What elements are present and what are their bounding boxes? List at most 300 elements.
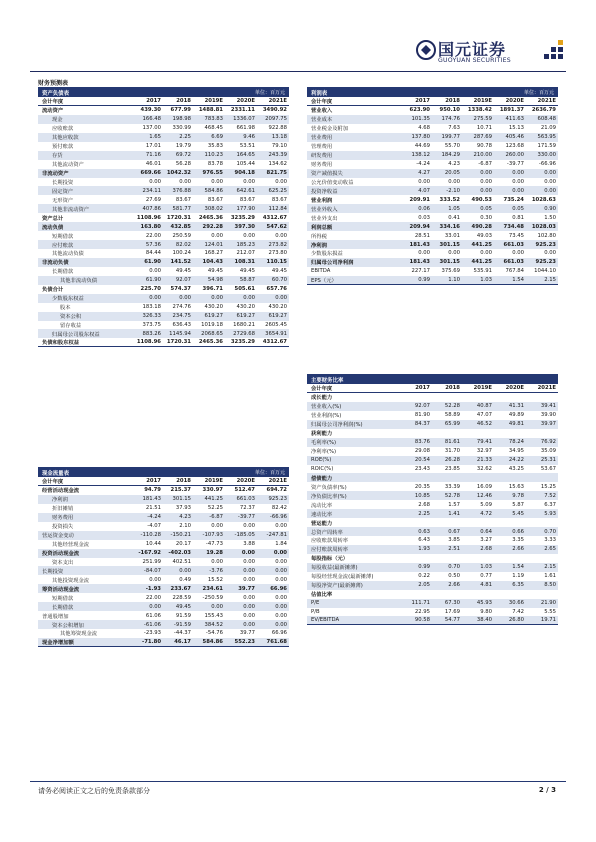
table-row bbox=[38, 629, 289, 638]
row-value: -107.93 bbox=[202, 532, 223, 539]
table-row bbox=[38, 142, 289, 151]
row-value: 6.35 bbox=[512, 582, 524, 589]
row-label: 存货 bbox=[52, 153, 63, 160]
row-value: 13.18 bbox=[271, 134, 287, 141]
row-value: 35.09 bbox=[540, 448, 556, 455]
row-value: 138.12 bbox=[411, 152, 430, 159]
row-value: 301.15 bbox=[439, 259, 460, 266]
row-value: 0.00 bbox=[211, 603, 223, 610]
row-value: 49.45 bbox=[175, 603, 191, 610]
row-value: 54.98 bbox=[207, 277, 223, 284]
row-value: 177.90 bbox=[236, 205, 255, 212]
row-value: 512.47 bbox=[234, 487, 255, 494]
table-row bbox=[38, 593, 289, 602]
balance-sheet-table bbox=[38, 87, 289, 347]
row-value: 0.00 bbox=[211, 232, 223, 239]
row-value: 397.30 bbox=[234, 223, 255, 230]
table-row bbox=[38, 338, 289, 347]
row-value: 661.03 bbox=[503, 259, 524, 266]
row-value: 0.00 bbox=[149, 178, 161, 185]
row-label: 营运资金变动 bbox=[42, 533, 74, 540]
row-value: -54.76 bbox=[205, 630, 223, 637]
table-unit: 单位：百万元 bbox=[254, 90, 285, 96]
row-label: 净利率(%) bbox=[311, 449, 337, 456]
row-value: 2.66 bbox=[512, 546, 524, 553]
table-row bbox=[307, 249, 558, 258]
table-row bbox=[38, 602, 289, 611]
row-value: 7.52 bbox=[544, 492, 556, 499]
row-label: 所得税 bbox=[311, 233, 327, 240]
row-value: 124.01 bbox=[204, 241, 223, 248]
column-header: 2021E bbox=[268, 477, 287, 484]
row-label: EV/EBITDA bbox=[311, 617, 340, 624]
row-value: 384.52 bbox=[204, 621, 223, 628]
row-value: 22.00 bbox=[145, 594, 161, 601]
table-row bbox=[307, 527, 558, 536]
row-value: 430.20 bbox=[204, 304, 223, 311]
table-row bbox=[38, 258, 289, 267]
row-value: 0.00 bbox=[211, 523, 223, 530]
row-value: 439.30 bbox=[140, 107, 161, 114]
row-value: 0.00 bbox=[448, 178, 460, 185]
table-row bbox=[307, 536, 558, 545]
row-value: 2097.75 bbox=[265, 116, 287, 123]
row-value: 23.85 bbox=[444, 465, 460, 472]
table-title: 现金流量表 bbox=[42, 471, 69, 477]
row-value: 26.80 bbox=[508, 617, 524, 624]
row-value: 17.01 bbox=[145, 143, 161, 150]
row-value: 15.52 bbox=[207, 576, 223, 583]
row-value: 904.18 bbox=[234, 170, 255, 177]
row-value: 23.43 bbox=[414, 465, 430, 472]
table-row bbox=[307, 509, 558, 518]
row-value: 273.80 bbox=[268, 250, 287, 257]
table-row bbox=[307, 500, 558, 509]
row-value: 25.31 bbox=[540, 457, 556, 464]
row-value: 821.75 bbox=[266, 170, 287, 177]
row-value: 0.77 bbox=[480, 573, 492, 580]
row-value: 3.85 bbox=[448, 537, 460, 544]
row-value: -39.77 bbox=[506, 161, 524, 168]
row-value: 3490.92 bbox=[262, 107, 287, 114]
row-value: 1488.81 bbox=[198, 107, 223, 114]
table-row bbox=[307, 393, 558, 402]
table-row bbox=[307, 213, 558, 222]
row-value: 27.69 bbox=[145, 196, 161, 203]
row-value: 49.45 bbox=[175, 268, 191, 275]
row-value: 1720.31 bbox=[166, 339, 191, 346]
row-value: -150.21 bbox=[170, 532, 191, 539]
row-label: 投资活动现金流 bbox=[42, 551, 80, 558]
row-value: 0.00 bbox=[243, 612, 255, 619]
row-value: 34.95 bbox=[508, 448, 524, 455]
row-value: 2.65 bbox=[544, 546, 556, 553]
row-value: 0.30 bbox=[480, 214, 492, 221]
row-value: 326.33 bbox=[142, 313, 161, 320]
table-row bbox=[307, 420, 558, 429]
row-value: 16.09 bbox=[476, 483, 492, 490]
table-row bbox=[307, 616, 558, 625]
row-value: 3.27 bbox=[480, 537, 492, 544]
row-value: 0.70 bbox=[448, 564, 460, 571]
table-row bbox=[307, 402, 558, 411]
row-value: 71.16 bbox=[145, 152, 161, 159]
row-label: 净利润 bbox=[52, 497, 68, 504]
doc-title: 财务预测表 bbox=[38, 80, 69, 87]
table-title: 主要财务比率 bbox=[311, 378, 344, 384]
row-value: 0.00 bbox=[179, 295, 191, 302]
row-label: 毛利率(%) bbox=[311, 440, 337, 447]
row-value: 137.00 bbox=[142, 125, 161, 132]
table-row bbox=[38, 240, 289, 249]
financial-ratios-table bbox=[307, 374, 558, 625]
row-value: 0.00 bbox=[448, 250, 460, 257]
row-label: 资产总计 bbox=[42, 215, 64, 222]
row-value: 52.78 bbox=[444, 492, 460, 499]
row-value: 2.68 bbox=[480, 546, 492, 553]
row-value: 9.80 bbox=[480, 608, 492, 615]
row-value: 1.05 bbox=[448, 205, 460, 212]
row-value: 21.33 bbox=[476, 457, 492, 464]
row-value: 287.69 bbox=[473, 134, 492, 141]
column-header: 2017 bbox=[415, 384, 430, 391]
table-header-row bbox=[307, 97, 558, 107]
row-value: 69.72 bbox=[175, 152, 191, 159]
row-label: 负债合计 bbox=[42, 287, 64, 294]
row-value: 0.00 bbox=[243, 594, 255, 601]
row-value: 168.27 bbox=[204, 250, 223, 257]
row-value: -247.81 bbox=[266, 532, 287, 539]
table-row bbox=[307, 151, 558, 160]
row-value: 251.99 bbox=[142, 558, 161, 565]
row-label: 财务费用 bbox=[311, 162, 333, 169]
row-label: 少数股东权益 bbox=[52, 296, 84, 303]
table-row bbox=[307, 258, 558, 267]
table-row bbox=[307, 240, 558, 249]
column-header: 会计年度 bbox=[42, 98, 64, 105]
column-header: 2020E bbox=[236, 477, 255, 484]
row-value: 83.67 bbox=[207, 196, 223, 203]
table-row bbox=[38, 321, 289, 330]
row-value: 0.00 bbox=[418, 250, 430, 257]
row-value: 4.72 bbox=[480, 510, 492, 517]
row-label: 资本支出 bbox=[52, 559, 74, 566]
row-label: EBITDA bbox=[311, 268, 331, 275]
row-value: 0.00 bbox=[275, 612, 287, 619]
row-value: 661.03 bbox=[236, 496, 255, 503]
row-value: -3.76 bbox=[209, 567, 223, 574]
row-value: 31.70 bbox=[444, 448, 460, 455]
row-value: 250.59 bbox=[172, 232, 191, 239]
row-value: 15.63 bbox=[508, 483, 524, 490]
row-value: 7.42 bbox=[512, 608, 524, 615]
row-value: 669.66 bbox=[140, 170, 161, 177]
row-label: 归属母公司净利润 bbox=[311, 260, 354, 267]
table-header-row bbox=[38, 477, 289, 487]
row-value: 0.00 bbox=[149, 268, 161, 275]
row-value: 15.25 bbox=[540, 483, 556, 490]
row-value: 0.66 bbox=[512, 528, 524, 535]
row-value: 402.51 bbox=[172, 558, 191, 565]
row-value: 43.25 bbox=[508, 465, 524, 472]
row-value: 430.20 bbox=[268, 304, 287, 311]
column-header: 2021E bbox=[537, 384, 556, 391]
row-value: 21.51 bbox=[145, 505, 161, 512]
table-row bbox=[38, 549, 289, 558]
row-label: 长期投资 bbox=[52, 179, 74, 186]
row-value: 1028.03 bbox=[531, 223, 556, 230]
row-value: 411.63 bbox=[505, 116, 524, 123]
row-label: 其他经营现金流 bbox=[52, 542, 90, 549]
row-value: 234.61 bbox=[202, 585, 223, 592]
row-value: 39.77 bbox=[238, 585, 255, 592]
table-row bbox=[307, 115, 558, 124]
row-label: 营业收入 bbox=[311, 108, 333, 115]
row-value: 922.88 bbox=[268, 125, 287, 132]
table-row bbox=[38, 124, 289, 133]
row-value: 66.96 bbox=[271, 630, 287, 637]
table-row bbox=[307, 222, 558, 231]
row-value: 5.45 bbox=[512, 510, 524, 517]
row-value: 32.62 bbox=[476, 465, 492, 472]
row-value: 0.00 bbox=[512, 187, 524, 194]
row-value: 52.28 bbox=[444, 403, 460, 410]
row-label: 营业利润(%) bbox=[311, 413, 342, 420]
row-value: 661.98 bbox=[236, 125, 255, 132]
row-value: 373.75 bbox=[142, 321, 161, 328]
row-value: 0.00 bbox=[273, 550, 287, 557]
row-label: 非流动负债 bbox=[42, 260, 69, 267]
table-row bbox=[38, 504, 289, 513]
row-value: 0.00 bbox=[243, 178, 255, 185]
row-value: 1.19 bbox=[512, 573, 524, 580]
row-value: 123.68 bbox=[505, 143, 524, 150]
row-value: 1042.32 bbox=[166, 170, 191, 177]
logo-text-cn: 国元证券 bbox=[438, 40, 507, 59]
table-row bbox=[38, 513, 289, 522]
row-value: 164.65 bbox=[236, 152, 255, 159]
table-row bbox=[38, 558, 289, 567]
row-value: 199.77 bbox=[441, 134, 460, 141]
row-label: 速动比率 bbox=[311, 511, 333, 518]
table-row bbox=[307, 447, 558, 456]
table-row bbox=[38, 620, 289, 629]
row-value: 46.17 bbox=[174, 638, 191, 645]
row-value: 432.85 bbox=[170, 223, 191, 230]
row-label: 营业成本 bbox=[311, 117, 333, 124]
row-value: 1108.96 bbox=[136, 339, 161, 346]
row-value: 33.01 bbox=[444, 232, 460, 239]
row-value: 761.68 bbox=[266, 638, 287, 645]
table-row bbox=[307, 276, 558, 285]
row-value: 55.70 bbox=[444, 143, 460, 150]
row-value: 10.85 bbox=[414, 492, 430, 499]
table-row bbox=[38, 186, 289, 195]
row-label: 营业外收入 bbox=[311, 206, 338, 213]
row-value: 33.39 bbox=[444, 483, 460, 490]
table-row bbox=[38, 204, 289, 213]
row-value: 2636.79 bbox=[531, 107, 556, 114]
table-row bbox=[307, 599, 558, 608]
row-value: 54.77 bbox=[444, 617, 460, 624]
row-value: 584.86 bbox=[204, 187, 223, 194]
row-value: -4.07 bbox=[147, 523, 161, 530]
table-row bbox=[307, 142, 558, 151]
row-value: 490.53 bbox=[471, 196, 492, 203]
column-header: 2020E bbox=[505, 384, 524, 391]
row-label: 营业税金及附加 bbox=[311, 126, 349, 133]
row-value: 0.00 bbox=[211, 295, 223, 302]
table-title-band bbox=[38, 87, 289, 97]
column-header: 2017 bbox=[146, 477, 161, 484]
row-value: 0.67 bbox=[448, 528, 460, 535]
row-value: 22.00 bbox=[145, 232, 161, 239]
row-label: ROIC(%) bbox=[311, 465, 334, 472]
row-label: 流动资产 bbox=[42, 108, 64, 115]
row-value: 2.66 bbox=[448, 582, 460, 589]
row-value: -91.59 bbox=[173, 621, 191, 628]
row-label: 现金 bbox=[52, 117, 63, 124]
row-label: 获利能力 bbox=[311, 431, 333, 438]
row-label: 长期借款 bbox=[52, 269, 74, 276]
row-value: 3235.29 bbox=[230, 339, 255, 346]
row-value: 56.28 bbox=[175, 161, 191, 168]
row-value: 0.05 bbox=[480, 205, 492, 212]
row-value: 0.70 bbox=[544, 528, 556, 535]
footer-divider bbox=[30, 781, 566, 782]
row-value: -167.92 bbox=[138, 550, 161, 557]
row-value: 441.25 bbox=[204, 496, 223, 503]
row-value: 198.98 bbox=[172, 116, 191, 123]
row-value: -66.96 bbox=[269, 514, 287, 521]
row-value: 1720.31 bbox=[166, 214, 191, 221]
row-value: 0.00 bbox=[243, 232, 255, 239]
row-value: 105.44 bbox=[236, 161, 255, 168]
row-value: 110.23 bbox=[204, 152, 223, 159]
row-value: 210.00 bbox=[473, 152, 492, 159]
table-row bbox=[38, 638, 289, 647]
row-value: 83.76 bbox=[414, 439, 430, 446]
row-value: 46.01 bbox=[145, 161, 161, 168]
row-label: 非流动资产 bbox=[42, 171, 69, 178]
row-value: 104.43 bbox=[202, 259, 223, 266]
row-value: 0.50 bbox=[448, 573, 460, 580]
row-value: 0.00 bbox=[275, 558, 287, 565]
table-row bbox=[307, 186, 558, 195]
row-value: 39.90 bbox=[540, 412, 556, 419]
table-row bbox=[307, 572, 558, 581]
row-value: -39.77 bbox=[237, 514, 255, 521]
row-value: 52.25 bbox=[207, 505, 223, 512]
row-value: 4.23 bbox=[179, 514, 191, 521]
row-value: 2465.36 bbox=[198, 214, 223, 221]
row-value: 0.00 bbox=[179, 567, 191, 574]
row-value: 90.58 bbox=[414, 617, 430, 624]
row-label: 每股收益(最新摊薄) bbox=[311, 565, 358, 572]
row-value: 535.91 bbox=[473, 268, 492, 275]
row-label: 短期借款 bbox=[52, 595, 74, 602]
table-title: 利润表 bbox=[311, 91, 328, 97]
row-value: 9.46 bbox=[243, 134, 255, 141]
row-value: 212.07 bbox=[236, 250, 255, 257]
row-label: 每股净资产(最新摊薄) bbox=[311, 583, 363, 590]
row-value: 79.41 bbox=[476, 439, 492, 446]
row-value: 81.90 bbox=[414, 412, 430, 419]
row-value: 81.61 bbox=[444, 439, 460, 446]
row-value: 65.99 bbox=[444, 421, 460, 428]
row-value: 101.35 bbox=[411, 116, 430, 123]
row-value: 84.37 bbox=[414, 421, 430, 428]
row-label: 资本公积增加 bbox=[52, 622, 84, 629]
row-label: 资本公积 bbox=[60, 314, 82, 321]
row-label: 负债和股东权益 bbox=[42, 340, 80, 347]
table-row bbox=[38, 495, 289, 504]
row-value: 563.95 bbox=[537, 134, 556, 141]
row-value: 1108.96 bbox=[136, 214, 161, 221]
row-value: 0.00 bbox=[275, 178, 287, 185]
row-value: 49.45 bbox=[207, 268, 223, 275]
row-value: 0.00 bbox=[243, 603, 255, 610]
row-value: 185.23 bbox=[236, 241, 255, 248]
table-row bbox=[38, 222, 289, 231]
row-value: 0.90 bbox=[544, 205, 556, 212]
table-row bbox=[38, 611, 289, 620]
row-value: 3235.29 bbox=[230, 214, 255, 221]
table-row bbox=[307, 195, 558, 204]
row-label: 现金净增加额 bbox=[42, 639, 74, 646]
row-value: 0.63 bbox=[418, 528, 430, 535]
row-value: -66.96 bbox=[538, 161, 556, 168]
row-value: 1680.21 bbox=[233, 321, 255, 328]
row-label: 应付账款周转率 bbox=[311, 547, 349, 554]
row-value: 92.07 bbox=[175, 277, 191, 284]
table-row bbox=[38, 160, 289, 169]
row-value: 0.00 bbox=[544, 170, 556, 177]
column-header: 2020E bbox=[505, 97, 524, 104]
row-value: 61.90 bbox=[144, 259, 161, 266]
row-value: 4.27 bbox=[418, 170, 430, 177]
row-label: EPS（元） bbox=[311, 277, 337, 284]
row-value: 330.99 bbox=[172, 125, 191, 132]
column-header: 2019E bbox=[473, 97, 492, 104]
row-value: 636.43 bbox=[172, 321, 191, 328]
row-value: 619.27 bbox=[204, 313, 223, 320]
row-value: 274.76 bbox=[172, 304, 191, 311]
table-unit: 单位：百万元 bbox=[523, 90, 554, 96]
row-label: 营运能力 bbox=[311, 520, 333, 527]
table-row bbox=[307, 429, 558, 438]
table-row bbox=[307, 231, 558, 240]
row-value: 3.88 bbox=[243, 541, 255, 548]
row-value: 234.75 bbox=[172, 313, 191, 320]
table-row bbox=[38, 522, 289, 531]
column-header: 2021E bbox=[537, 97, 556, 104]
row-value: 60.70 bbox=[271, 277, 287, 284]
row-value: 19.71 bbox=[540, 617, 556, 624]
disclaimer-note: 请务必阅读正文之后的免责条款部分 bbox=[38, 787, 150, 795]
row-value: 155.43 bbox=[204, 612, 223, 619]
row-value: 112.84 bbox=[268, 205, 287, 212]
table-title: 资产负债表 bbox=[42, 91, 69, 97]
row-value: 0.00 bbox=[243, 295, 255, 302]
row-value: 137.80 bbox=[411, 134, 430, 141]
row-value: 1019.18 bbox=[201, 321, 223, 328]
table-row bbox=[38, 303, 289, 312]
column-header: 2019E bbox=[204, 97, 223, 104]
row-value: 19.79 bbox=[175, 143, 191, 150]
row-value: 2.15 bbox=[544, 564, 556, 571]
table-row bbox=[38, 115, 289, 124]
